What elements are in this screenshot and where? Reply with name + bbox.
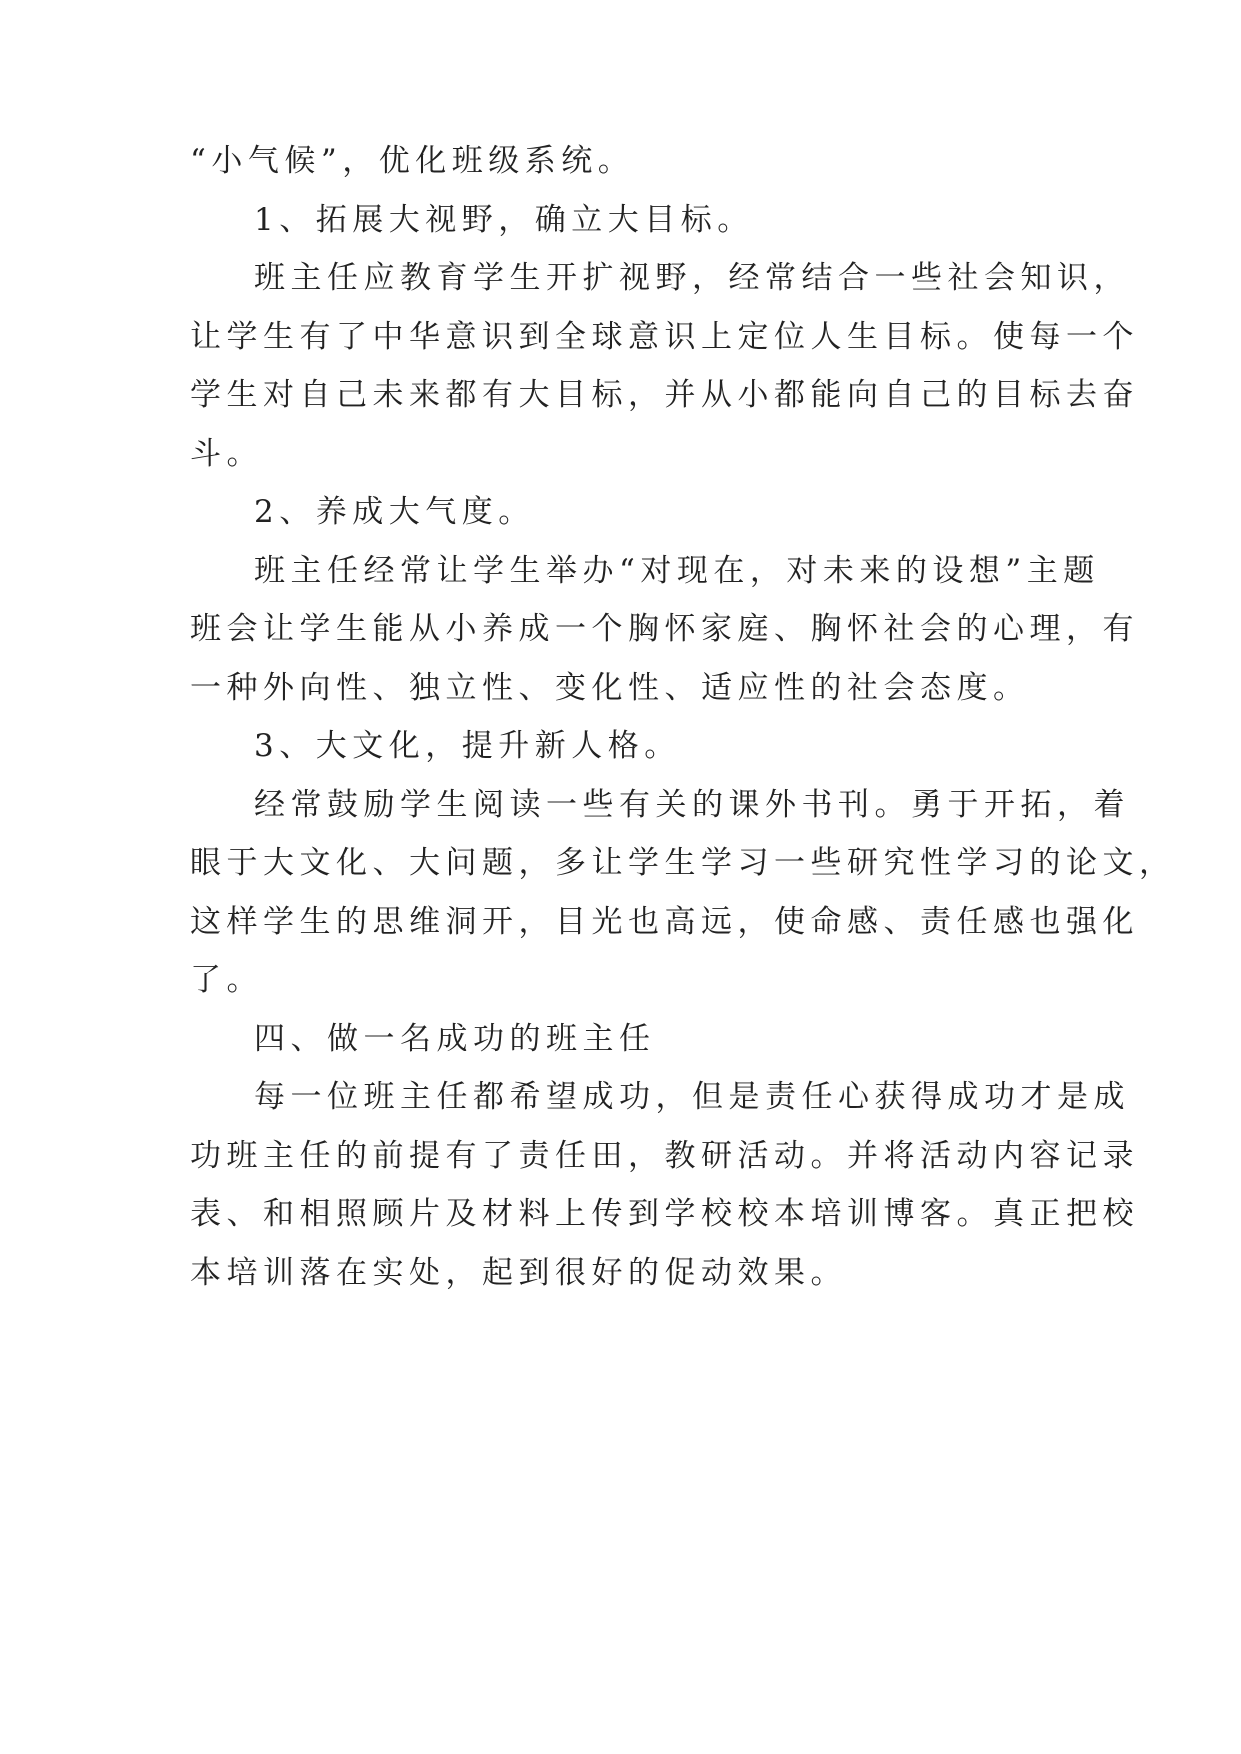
section-heading: 1、拓展大视野，确立大目标。	[254, 201, 754, 238]
text-line: 班主任应教育学生开扩视野，经常结合一些社会知识，	[254, 260, 1130, 296]
text-line: 一种外向性、独立性、变化性、适应性的社会态度。	[190, 669, 1030, 706]
text-line: 功班主任的前提有了责任田，教研活动。并将活动内容记录	[190, 1137, 1139, 1174]
section-heading: 2、养成大气度。	[254, 494, 535, 530]
text-line: 每一位班主任都希望成功，但是责任心获得成功才是成	[254, 1079, 1130, 1115]
text-line: 班主任经常让学生举办“对现在，对未来的设想”主题	[254, 552, 1100, 589]
text-line: 学生对自己未来都有大目标，并从小都能向自己的目标去奋	[190, 377, 1139, 413]
text-line: “小气候”，优化班级系统。	[190, 143, 635, 179]
text-line: 表、和相照顾片及材料上传到学校校本培训博客。真正把校	[190, 1196, 1139, 1232]
section-heading: 3、大文化，提升新人格。	[254, 728, 681, 764]
text-line: 这样学生的思维洞开，目光也高远，使命感、责任感也强化	[190, 903, 1139, 940]
text-line: 让学生有了中华意识到全球意识上定位人生目标。使每一个	[190, 318, 1139, 355]
document-body	[190, 132, 1176, 1302]
text-line: 经常鼓励学生阅读一些有关的课外书刊。勇于开拓，着	[254, 786, 1130, 823]
text-line: 班会让学生能从小养成一个胸怀家庭、胸怀社会的心理，有	[190, 611, 1139, 647]
text-line: 了。	[190, 962, 263, 998]
section-heading: 四、做一名成功的班主任	[254, 1020, 656, 1057]
text-line: 本培训落在实处，起到很好的促动效果。	[190, 1254, 847, 1291]
text-line: 眼于大文化、大问题，多让学生学习一些研究性学习的论文，	[190, 845, 1176, 881]
text-line: 斗。	[190, 435, 263, 472]
